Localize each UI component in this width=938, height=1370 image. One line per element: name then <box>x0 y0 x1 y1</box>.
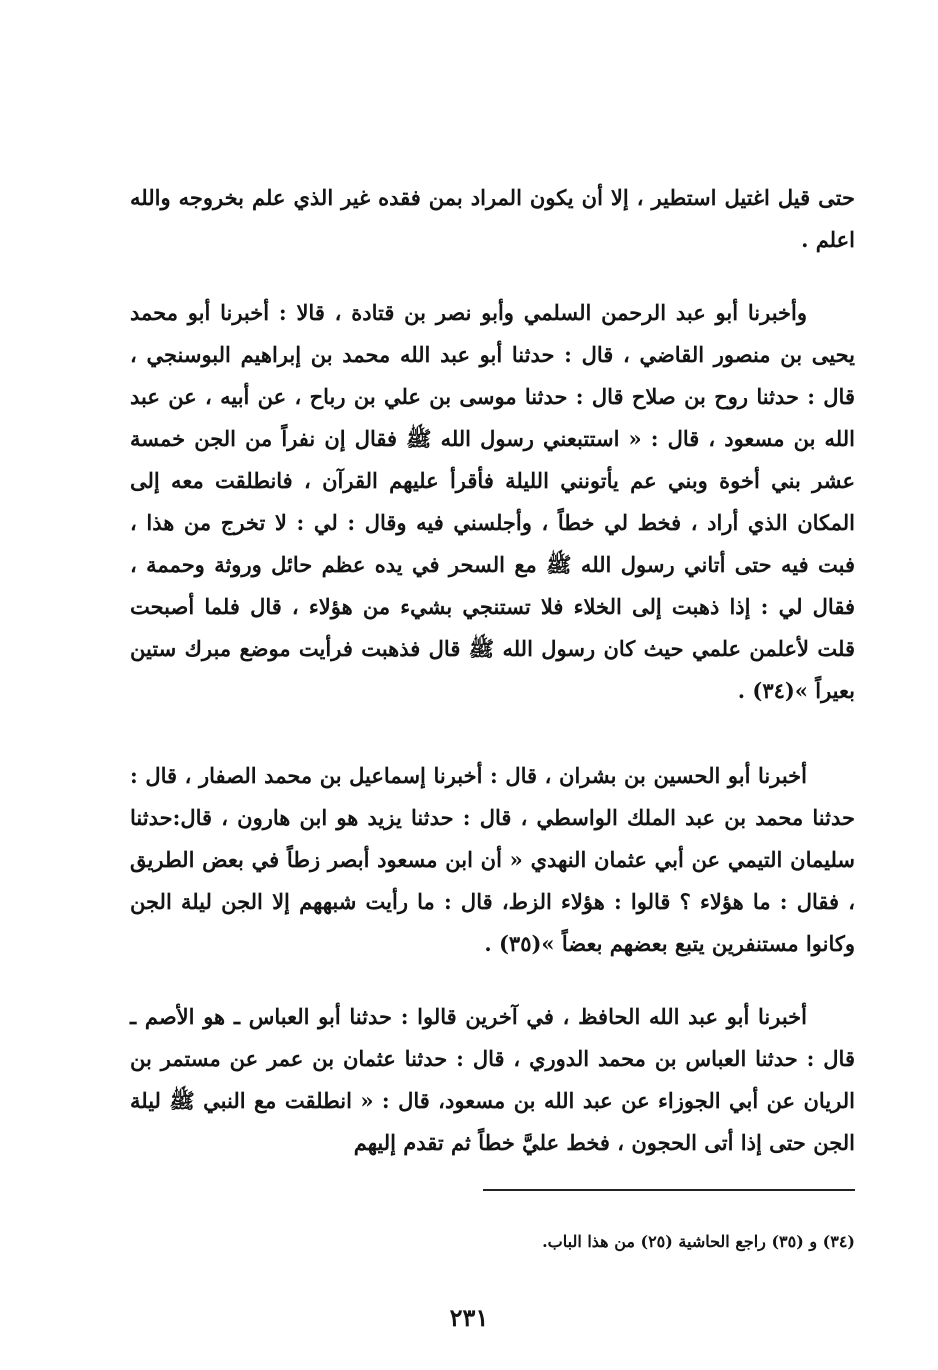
footnote: (٣٤) و (٣٥) راجع الحاشية (٢٥) من هذا الباب. <box>542 1232 855 1251</box>
footnote-divider <box>483 1189 855 1191</box>
paragraph-text: وأخبرنا أبو عبد الرحمن السلمي وأبو نصر بن قتادة ، قالا : أخبرنا أبو محمد يحيى بن منصور القاضي ، قال : حدثنا أبو عبد الله محمد بن إبراهيم البوسنجي ، قال : حدثنا روح بن صلاح قال : حدثنا موسى بن علي بن رباح ، عن أبيه ، عن عبد الله بن مسعود ، قال : « استتبعني رسول الله ﷺ فقال إن نفراً من الجن خمسة عشر بني أخوة وبني عم يأتونني الليلة فأقرأ عليهم القرآن ، فانطلقت معه إلى المكان الذي أراد ، فخط لي خطاً ، وأجلسني فيه وقال : لي : لا تخرج من هذا ، فبت فيه حتى أتاني رسول الله ﷺ مع السحر في يده عظم حائل وروثة وحممة ، فقال لي : إذا ذهبت إلى الخلاء فلا تستنجي بشيء من هؤلاء ، قال فلما أصبحت قلت لأعلمن علمي حيث كان رسول الله ﷺ قال فذهبت فرأيت موضع مبرك ستين بعيراً »(٣٤) . <box>130 300 855 703</box>
paragraph-hadith-2 <box>130 755 855 965</box>
paragraph-hadith-3 <box>130 996 855 1164</box>
paragraph-text: أخبرنا أبو الحسين بن بشران ، قال : أخبرنا إسماعيل بن محمد الصفار ، قال : حدثنا محمد بن عبد الملك الواسطي ، قال : حدثنا يزيد هو ابن هارون ، قال:حدثنا سليمان التيمي عن أبي عثمان النهدي « أن ابن مسعود أبصر زطاً في بعض الطريق ، فقال : ما هؤلاء ؟ قالوا : هؤلاء الزط، قال : ما رأيت شبههم إلا الجن ليلة الجن وكانوا مستنفرين يتبع بعضهم بعضاً »(٣٥) . <box>130 763 855 956</box>
paragraph-continuation <box>130 177 855 261</box>
paragraph-text: أخبرنا أبو عبد الله الحافظ ، في آخرين قالوا : حدثنا أبو العباس ـ هو الأصم ـ قال : حدثنا العباس بن محمد الدوري ، قال : حدثنا عثمان بن عمر عن مستمر بن الريان عن أبي الجوزاء عن عبد الله بن مسعود، قال : « انطلقت مع النبي ﷺ ليلة الجن حتى إذا أتى الحجون ، فخط عليَّ خطاً ثم تقدم إليهم <box>130 1004 855 1155</box>
page-number: ٢٣١ <box>449 1303 489 1332</box>
paragraph-text: حتى قيل اغتيل استطير ، إلا أن يكون المراد بمن فقده غير الذي علم بخروجه والله اعلم . <box>130 185 855 252</box>
paragraph-hadith-1 <box>130 292 855 712</box>
